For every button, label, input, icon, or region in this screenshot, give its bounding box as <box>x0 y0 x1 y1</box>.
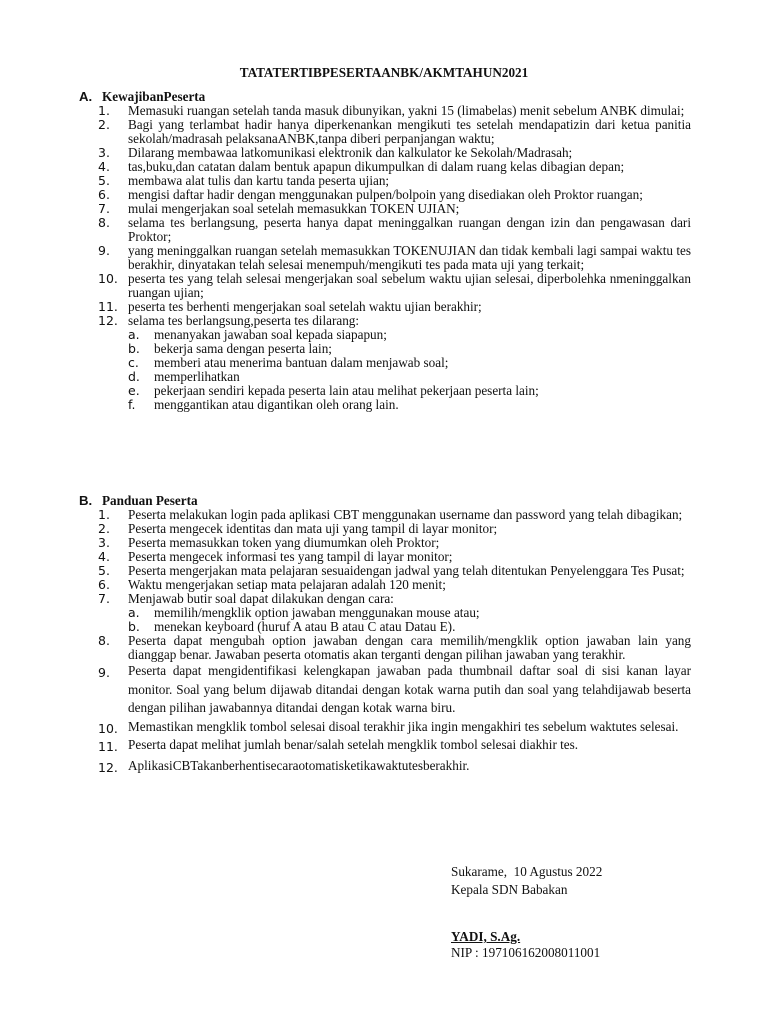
sub-item-letter: d. <box>128 369 140 384</box>
item-text: AplikasiCBTakanberhentisecaraotomatisketikawaktutesberakhir. <box>128 757 470 773</box>
item-text: Peserta dapat melihat jumlah benar/salah setelah mengklik tombol selesai diakhir tes. <box>128 737 579 752</box>
sub-item-text: bekerja sama dengan peserta lain; <box>154 341 332 356</box>
prohibited-list <box>128 328 691 412</box>
item-number: 1. <box>98 103 110 118</box>
sub-list-item <box>128 620 691 634</box>
item-number: 2. <box>98 117 110 132</box>
list-item <box>79 216 691 244</box>
signature-block <box>451 863 602 899</box>
section-letter: B. <box>79 493 93 508</box>
list-item <box>79 757 691 776</box>
sub-list-item <box>128 606 691 620</box>
item-text: Bagi yang terlambat hadir hanya diperkenankan mengikuti tes setelah mendapatizin dari ketua panitia sekolah/madrasah pelaksanaANBK,tanpa diberi perpanjangan waktu; <box>128 117 691 146</box>
item-number: 6. <box>98 577 110 592</box>
item-text: Menjawab butir soal dapat dilakukan dengan cara: <box>128 591 394 606</box>
item-text: Peserta dapat mengubah option jawaban dengan cara memilih/mengklik option jawaban lain yang dianggap benar. Jawaban peserta otomatis akan terganti dengan pilihan jawaban yang terakhir. <box>128 633 691 662</box>
item-number: 7. <box>98 591 110 606</box>
sub-item-text: pekerjaan sendiri kepada peserta lain atau melihat pekerjaan peserta lain; <box>154 383 539 398</box>
item-number: 8. <box>98 633 110 648</box>
item-number: 2. <box>98 521 110 536</box>
sub-item-text: menekan keyboard (huruf A atau B atau C atau Datau E). <box>154 619 456 634</box>
item-number: 7. <box>98 201 110 216</box>
list-item <box>79 160 691 174</box>
item-text: mengisi daftar hadir dengan menggunakan pulpen/bolpoin yang disediakan oleh Proktor ruangan; <box>128 187 643 202</box>
list-item <box>79 188 691 202</box>
rules-list <box>79 104 691 412</box>
section-panduan-peserta <box>79 493 691 775</box>
list-item <box>79 272 691 300</box>
list-item <box>79 118 691 146</box>
signer-name: YADI, S.Ag. <box>451 929 521 944</box>
item-text: selama tes berlangsung, peserta hanya dapat meninggalkan ruangan dengan izin dan pengawasan dari Proktor; <box>128 215 691 244</box>
list-item <box>79 578 691 592</box>
sub-item-letter: f. <box>128 397 136 412</box>
item-number: 4. <box>98 159 110 174</box>
item-text: selama tes berlangsung,peserta tes dilarang: <box>128 313 360 328</box>
item-text: Memastikan mengklik tombol selesai disoal terakhir jika ingin mengakhiri tes sebelum waktutes selesai. <box>128 718 679 734</box>
item-text: tas,buku,dan catatan dalam bentuk apapun dikumpulkan di dalam ruang kelas dibagian depan; <box>128 159 625 174</box>
list-item <box>79 314 691 412</box>
item-text: Dilarang membawaa latkomunikasi elektronik dan kalkulator ke Sekolah/Madrasah; <box>128 145 573 160</box>
item-number: 5. <box>98 173 110 188</box>
item-number: 12. <box>98 313 118 328</box>
list-item <box>79 736 691 755</box>
sub-list-item <box>128 384 691 398</box>
item-number: 3. <box>98 535 110 550</box>
signer-nip: NIP : 197106162008011001 <box>451 945 601 960</box>
sub-item-text: memberi atau menerima bantuan dalam menjawab soal; <box>154 355 449 370</box>
signer-position: Kepala SDN Babakan <box>451 882 568 897</box>
list-item <box>79 244 691 272</box>
list-item <box>79 146 691 160</box>
sub-item-text: menggantikan atau digantikan oleh orang lain. <box>154 397 399 412</box>
sub-list-item <box>128 342 691 356</box>
list-item <box>79 662 691 718</box>
item-number: 11. <box>98 739 118 754</box>
sub-list-item <box>128 356 691 370</box>
item-number: 9. <box>98 665 110 680</box>
item-text: peserta tes yang telah selesai mengerjakan soal sebelum waktu ujian selesai, diperbolehka nmeninggalkan ruangan ujian; <box>128 271 691 300</box>
sub-item-letter: c. <box>128 355 139 370</box>
item-number: 8. <box>98 215 110 230</box>
sub-item-text: memilih/mengklik option jawaban menggunakan mouse atau; <box>154 605 480 620</box>
section-title: KewajibanPeserta <box>102 89 206 104</box>
item-text: membawa alat tulis dan kartu tanda peserta ujian; <box>128 173 390 188</box>
sub-list-item <box>128 398 691 412</box>
section-heading <box>79 493 691 508</box>
item-text: Peserta memasukkan token yang diumumkan oleh Proktor; <box>128 535 440 550</box>
list-item <box>79 592 691 634</box>
place-date: Sukarame, 10 Agustus 2022 <box>451 864 603 879</box>
list-item <box>79 634 691 662</box>
item-number: 4. <box>98 549 110 564</box>
item-text: yang meninggalkan ruangan setelah memasukkan TOKENUJIAN dan tidak kembali lagi sampai waktu tes berakhir, dinyatakan telah selesai menempuh/mengikuti tes pada mata uji yang terkait; <box>128 243 691 272</box>
sub-item-letter: b. <box>128 341 140 356</box>
sub-item-letter: a. <box>128 605 140 620</box>
item-text: Peserta melakukan login pada aplikasi CBT menggunakan username dan password yang telah dibagikan; <box>128 507 683 522</box>
sub-item-letter: a. <box>128 327 140 342</box>
list-item <box>79 718 691 737</box>
item-text: Peserta mengerjakan mata pelajaran sesuaidengan jadwal yang telah ditentukan Penyelenggara Tes Pusat; <box>128 563 685 578</box>
section-heading <box>79 89 691 104</box>
item-number: 3. <box>98 145 110 160</box>
item-number: 10. <box>98 720 118 736</box>
sub-item-text: memperlihatkan <box>154 369 240 384</box>
item-number: 9. <box>98 243 110 258</box>
section-kewajiban-peserta <box>79 89 691 412</box>
item-text: mulai mengerjakan soal setelah memasukkan TOKEN UJIAN; <box>128 201 460 216</box>
answer-method-list <box>128 606 691 634</box>
section-title: Panduan Peserta <box>102 493 198 508</box>
item-text: Peserta mengecek informasi tes yang tampil di layar monitor; <box>128 549 453 564</box>
item-number: 12. <box>98 759 118 775</box>
sub-item-text: menanyakan jawaban soal kepada siapapun; <box>154 327 387 342</box>
list-item <box>79 508 691 522</box>
item-number: 11. <box>98 299 118 314</box>
sub-item-letter: e. <box>128 383 140 398</box>
sub-item-letter: b. <box>128 619 140 634</box>
item-number: 1. <box>98 507 110 522</box>
item-text: Waktu mengerjakan setiap mata pelajaran adalah 120 menit; <box>128 577 446 592</box>
item-text: peserta tes berhenti mengerjakan soal setelah waktu ujian berakhir; <box>128 299 482 314</box>
guide-list <box>79 508 691 775</box>
list-item <box>79 174 691 188</box>
item-text: Peserta mengecek identitas dan mata uji yang tampil di layar monitor; <box>128 521 498 536</box>
list-item <box>79 300 691 314</box>
item-number: 6. <box>98 187 110 202</box>
section-letter: A. <box>79 89 93 104</box>
item-number: 10. <box>98 271 118 286</box>
list-item <box>79 202 691 216</box>
list-item <box>79 550 691 564</box>
list-item <box>79 522 691 536</box>
document-title: TATATERTIBPESERTAANBK/AKMTAHUN2021 <box>239 65 529 80</box>
sub-list-item <box>128 328 691 342</box>
list-item <box>79 536 691 550</box>
item-text: Memasuki ruangan setelah tanda masuk dibunyikan, yakni 15 (limabelas) menit sebelum ANBK dimulai; <box>128 103 685 118</box>
list-item <box>79 104 691 118</box>
item-text: Peserta dapat mengidentifikasi kelengkapan jawaban pada thumbnail daftar soal di sisi kanan layar monitor. Soal yang belum dijawab ditandai dengan kotak warna putih dan soal yang telahdijawab beserta dengan pilihan jawabannya ditandai dengan kotak warna biru. <box>128 663 691 715</box>
sub-list-item <box>128 370 691 384</box>
list-item <box>79 564 691 578</box>
item-number: 5. <box>98 563 110 578</box>
